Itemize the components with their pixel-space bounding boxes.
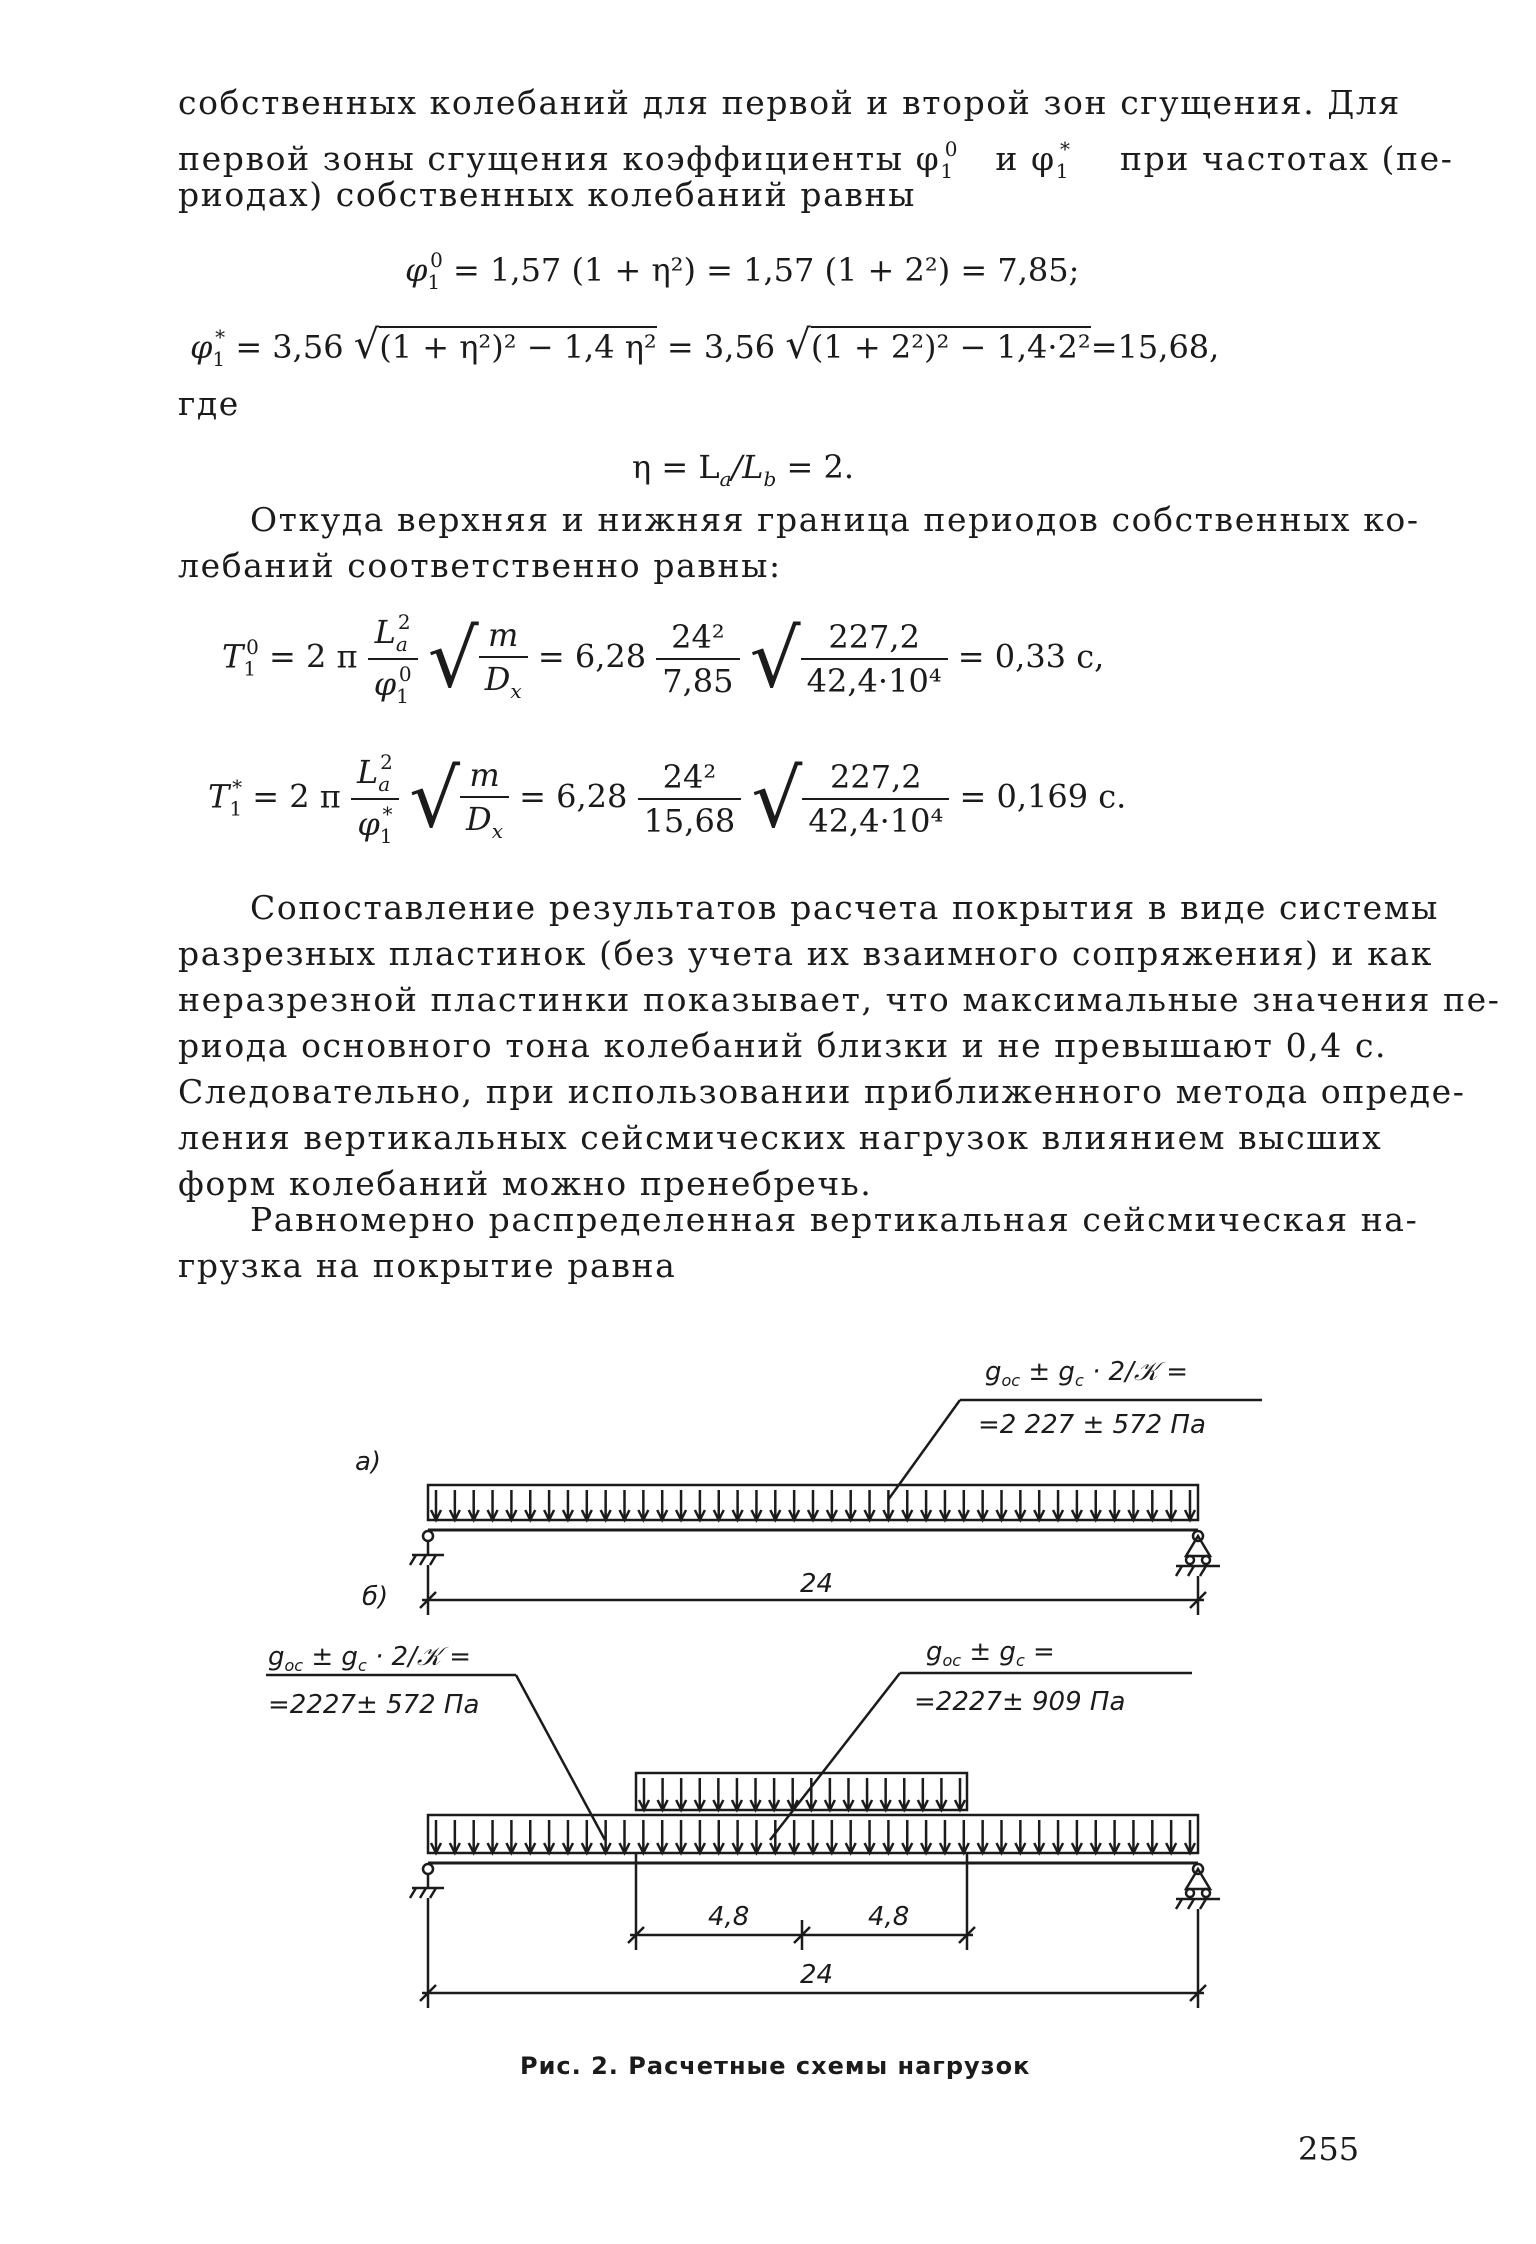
ravnomerno-paragraph [178, 1197, 1419, 1289]
equation-T0: $T_1^0 = 2$ π $\frac{L_a^2}{\varphi_1^0}$ √ $\frac{m}{D_x}$ = 6,28 $\frac{\text{24²}}{7,85}$ √ $\frac{227,2}{\text{42,4·10⁴}}$ = 0,33 с, [222, 610, 1105, 708]
scheme-b-dim-left: 4,8 [708, 1902, 750, 1932]
scheme-b-dim-right: 4,8 [868, 1902, 910, 1932]
scheme-b-left-load-value: =2227± 572 Па [268, 1690, 480, 1720]
text-line: Равномерно распределенная вертикальная сейсмическая на- [250, 1200, 1419, 1239]
text-line: Следовательно, при использовании приближенного метода опреде- [178, 1072, 1466, 1111]
text-line: риодах) собственных колебаний равны [178, 175, 917, 214]
svg-text:gос ± gс · 2/𝒦 =: $g_{ос} \pm g_с$ · 2/𝒦 = [985, 1357, 1189, 1390]
load-scheme-figure [0, 1340, 1536, 2020]
text-line: неразрезной пластинки показывает, что максимальные значения пе- [178, 980, 1501, 1019]
scheme-b-span: 24 [800, 1960, 834, 1990]
scheme-b [266, 1582, 1220, 2008]
equation-eta: $\eta = L_a/L_b = 2$. [632, 448, 855, 491]
text-line: собственных колебаний для первой и второй зон сгущения. Для [178, 83, 1401, 122]
text-line: Сопоставление результатов расчета покрытия в виде системы [250, 888, 1439, 927]
text-line: Откуда верхняя и нижняя граница периодов собственных ко- [250, 500, 1420, 539]
equation-phi-star: $\varphi_1^* = 3,56$ √(1 + η²)² − 1,4 η² = 3,56 √(1 + 2²)² − 1,4·2²=15,68, [190, 322, 1220, 371]
otkuda-paragraph [178, 497, 1420, 589]
sopostavlenie-paragraph [178, 885, 1501, 1207]
page-number: 255 [1298, 2130, 1360, 2168]
equation-phi0: $\varphi_1^0 = 1,57$ (1 + η²) = 1,57 (1 + 2²) = 7,85; [405, 248, 1080, 294]
scheme-a-label: а) [355, 1447, 382, 1477]
svg-text:gос ± gс =: $g_{ос} \pm g_с$ = [926, 1637, 1055, 1670]
equation-T-star: $T_1^* = 2$ π $\frac{L_a^2}{\varphi_1^*}$ √ $\frac{m}{D_x}$ = 6,28 $\frac{\text{24²}}{15,68}$ √ $\frac{227,2}{\text{42,4·10⁴}}$ = 0,169 с. [208, 750, 1127, 848]
text-line: лебаний соответственно равны: [178, 546, 782, 585]
text-line: разрезных пластинок (без учета их взаимного сопряжения) и как [178, 934, 1433, 973]
text-line: первой зоны сгущения коэффициенты $\varphi_1^0$ и $\varphi_1^*$ при частотах (пе- [178, 137, 1454, 183]
svg-text:gос ± gс · 2/𝒦 =: $g_{ос} \pm g_с$ · 2/𝒦 = [268, 1642, 472, 1675]
text-gde: где [178, 384, 240, 423]
text-line: ления вертикальных сейсмических нагрузок влиянием высших [178, 1118, 1383, 1157]
text-line: риода основного тона колебаний близки и не превышают 0,4 с. [178, 1026, 1388, 1065]
scheme-a [355, 1357, 1262, 1615]
figure-caption: Рис. 2. Расчетные схемы нагрузок [520, 2052, 1031, 2080]
scheme-b-label: б) [362, 1582, 389, 1612]
scheme-a-load-value: =2 227 ± 572 Па [978, 1410, 1206, 1440]
scheme-a-span: 24 [800, 1569, 834, 1599]
text-line: форм колебаний можно пренебречь. [178, 1164, 873, 1203]
text-line: грузка на покрытие равна [178, 1246, 677, 1285]
intro-paragraph [178, 80, 1454, 218]
scheme-b-right-load-value: =2227± 909 Па [914, 1687, 1126, 1717]
